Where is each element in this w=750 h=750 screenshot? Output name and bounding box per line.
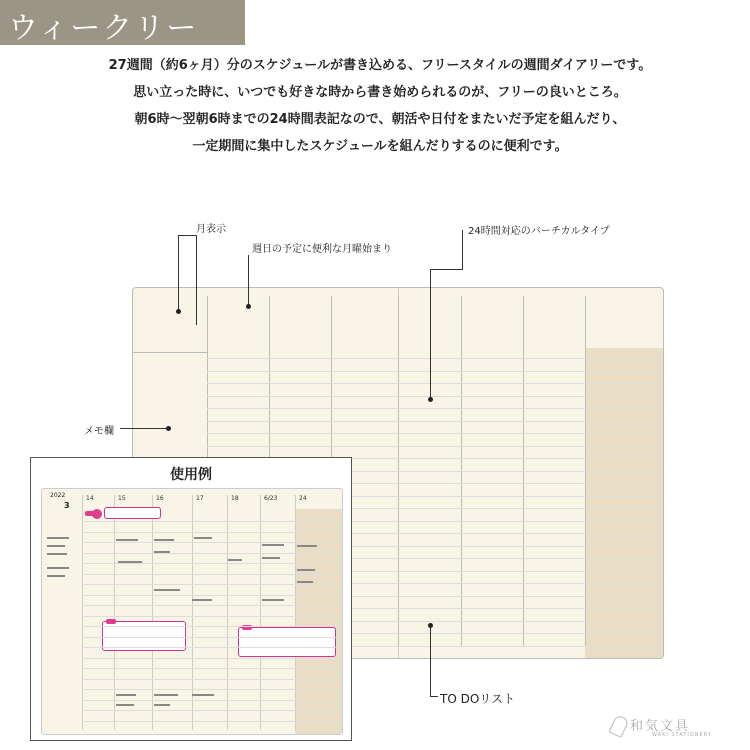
example-row-line bbox=[82, 574, 342, 575]
callout-memo: メモ欄 bbox=[84, 426, 114, 437]
example-handwriting-stroke bbox=[297, 581, 313, 583]
section-title: ウィークリー bbox=[8, 11, 199, 46]
hour-row-line bbox=[207, 383, 663, 384]
example-day-number: 16 bbox=[156, 495, 164, 502]
example-note bbox=[238, 627, 336, 657]
description-line-2: 思い立った時に、いつでも好きな時から書き始められるのが、フリーの良いところ。 bbox=[133, 85, 627, 100]
callout-dot bbox=[246, 304, 251, 309]
example-handwriting-stroke bbox=[297, 545, 317, 547]
example-handwriting-stroke bbox=[47, 553, 67, 555]
example-day-column bbox=[114, 495, 126, 730]
example-handwriting-stroke bbox=[116, 539, 138, 541]
description-line-1: 27週間（約6ヶ月）分のスケジュールが書き込める、フリースタイルの週間ダイアリーです。 bbox=[108, 58, 652, 73]
example-row-line bbox=[82, 647, 342, 648]
sunday-column-shade bbox=[585, 348, 663, 658]
watermark-name: 和気文具 bbox=[630, 719, 691, 734]
callout-line bbox=[120, 428, 168, 429]
callout-line bbox=[178, 235, 196, 236]
callout-line bbox=[196, 235, 197, 325]
callout-line bbox=[248, 255, 249, 305]
example-tag bbox=[106, 619, 116, 624]
example-year: 2022 bbox=[50, 492, 66, 499]
brush-icon bbox=[608, 714, 629, 738]
example-day-number: 24 bbox=[299, 495, 307, 502]
example-row-line bbox=[82, 626, 342, 627]
watermark-sub: WAKI STATIONERY bbox=[652, 732, 712, 738]
example-row-line bbox=[82, 668, 342, 669]
example-day-column bbox=[227, 495, 239, 730]
example-note bbox=[104, 507, 161, 519]
example-handwriting-stroke bbox=[154, 551, 170, 553]
hour-row-line bbox=[207, 446, 663, 447]
example-row-line bbox=[82, 532, 342, 533]
usage-example-planner bbox=[41, 488, 343, 735]
hour-row-line bbox=[207, 421, 663, 422]
callout-dot bbox=[176, 309, 181, 314]
example-row-line bbox=[82, 584, 342, 585]
callout-monday-start: 週日の予定に便利な月曜始まり bbox=[252, 244, 392, 255]
example-day-column bbox=[82, 495, 94, 730]
example-row-line bbox=[82, 700, 342, 701]
example-row-line bbox=[82, 521, 342, 522]
example-day-column bbox=[295, 495, 307, 730]
example-day-number: 17 bbox=[196, 495, 204, 502]
example-day-number: 14 bbox=[86, 495, 94, 502]
callout-line bbox=[178, 235, 179, 310]
hour-row-line bbox=[207, 358, 663, 359]
example-day-number: 18 bbox=[231, 495, 239, 502]
example-day-number: 6/23 bbox=[264, 495, 278, 502]
example-handwriting-stroke bbox=[47, 537, 69, 539]
description-line-3: 朝6時〜翌朝6時までの24時間表記なので、朝活や日付をまたいだ予定を組んだり、 bbox=[134, 112, 626, 127]
usage-example-title: 使用例 bbox=[170, 467, 212, 483]
example-handwriting-stroke bbox=[118, 561, 142, 563]
hour-row-line bbox=[207, 371, 663, 372]
example-row-line bbox=[82, 721, 342, 722]
example-handwriting-stroke bbox=[154, 704, 170, 706]
example-day-number: 15 bbox=[118, 495, 126, 502]
example-month: 3 bbox=[64, 501, 70, 510]
callout-todo: TO DOリスト bbox=[440, 692, 516, 706]
example-handwriting-stroke bbox=[154, 589, 180, 591]
hour-row-line bbox=[207, 433, 663, 434]
example-handwriting-stroke bbox=[262, 557, 280, 559]
description bbox=[60, 52, 700, 160]
example-row-line bbox=[82, 679, 342, 680]
example-row-line bbox=[82, 605, 342, 606]
example-handwriting-stroke bbox=[262, 544, 284, 546]
example-row-line bbox=[82, 710, 342, 711]
example-handwriting-stroke bbox=[154, 539, 174, 541]
example-handwriting-stroke bbox=[192, 599, 212, 601]
callout-line bbox=[430, 696, 438, 697]
callout-dot bbox=[166, 426, 171, 431]
hour-row-line bbox=[207, 408, 663, 409]
example-handwriting-stroke bbox=[116, 694, 136, 696]
example-handwriting-stroke bbox=[154, 694, 178, 696]
example-tag bbox=[85, 511, 97, 516]
example-handwriting-stroke bbox=[192, 694, 214, 696]
callout-line bbox=[430, 625, 431, 697]
callout-dot bbox=[428, 397, 433, 402]
watermark bbox=[630, 715, 712, 738]
callout-line bbox=[430, 269, 463, 270]
section-title-box bbox=[0, 0, 245, 45]
usage-example-panel bbox=[30, 457, 352, 741]
hour-row-line bbox=[207, 396, 663, 397]
example-handwriting-stroke bbox=[297, 569, 315, 571]
callout-vertical-24h: 24時間対応のバーチカルタイプ bbox=[468, 226, 610, 237]
example-row-line bbox=[82, 689, 342, 690]
example-row-line bbox=[82, 595, 342, 596]
example-handwriting-stroke bbox=[47, 545, 65, 547]
callout-line bbox=[430, 269, 431, 399]
example-row-line bbox=[82, 563, 342, 564]
example-handwriting-stroke bbox=[116, 704, 134, 706]
example-handwriting-stroke bbox=[47, 575, 65, 577]
example-handwriting-stroke bbox=[194, 537, 212, 539]
example-row-line bbox=[82, 658, 342, 659]
example-handwriting-stroke bbox=[228, 559, 242, 561]
callout-dot bbox=[428, 623, 433, 628]
example-handwriting-stroke bbox=[47, 567, 69, 569]
example-day-column bbox=[260, 495, 278, 730]
example-row-line bbox=[82, 542, 342, 543]
example-row-line bbox=[82, 616, 342, 617]
callout-line bbox=[462, 230, 463, 270]
example-row-line bbox=[82, 553, 342, 554]
description-line-4: 一定期間に集中したスケジュールを組んだりするのに便利です。 bbox=[192, 139, 568, 154]
callout-month-display: 月表示 bbox=[196, 224, 226, 235]
example-row-line bbox=[82, 637, 342, 638]
example-handwriting-stroke bbox=[262, 599, 284, 601]
example-day-column bbox=[152, 495, 164, 730]
memo-divider bbox=[133, 352, 207, 353]
